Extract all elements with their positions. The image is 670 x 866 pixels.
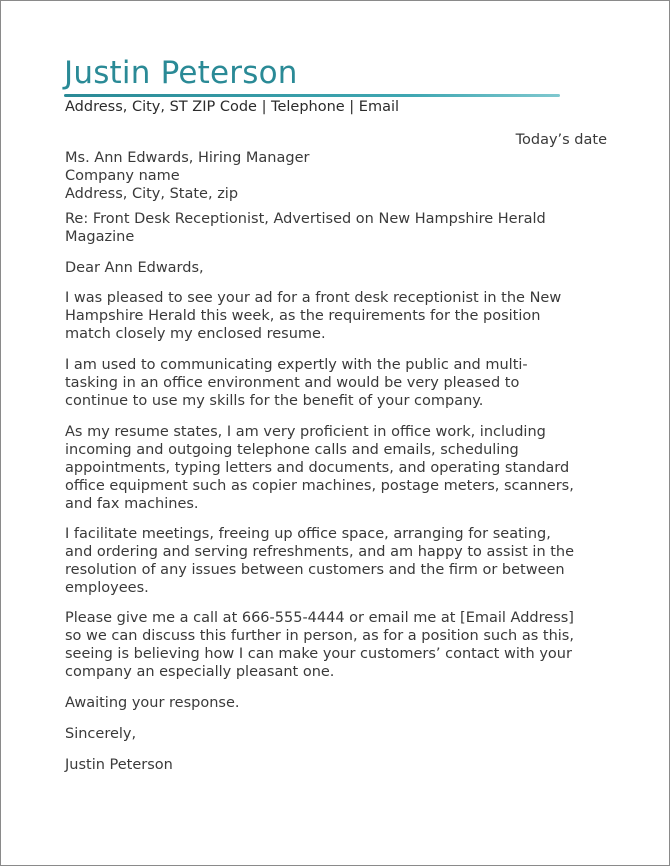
subject-line-1: Re: Front Desk Receptionist, Advertised on New Hampshire Herald xyxy=(65,211,546,227)
paragraph-line: resolution of any issues between customers and the firm or between xyxy=(65,562,565,578)
sender-name: Justin Peterson xyxy=(64,55,298,91)
paragraph-line: Please give me a call at 666-555-4444 or email me at [Email Address] xyxy=(65,610,574,626)
paragraph-line: employees. xyxy=(65,580,149,596)
body-paragraph-3 xyxy=(65,423,625,513)
body-paragraph-5 xyxy=(65,609,625,681)
paragraph-line: continue to use my skills for the benefit of your company. xyxy=(65,393,484,409)
paragraph-line: company an especially pleasant one. xyxy=(65,664,335,680)
subject-line xyxy=(65,210,625,246)
header-divider xyxy=(64,94,560,97)
sender-contact: Address, City, ST ZIP Code | Telephone | Email xyxy=(65,99,400,115)
sign-off xyxy=(65,725,625,743)
letter-date: Today’s date xyxy=(515,132,607,148)
salutation-text: Dear Ann Edwards, xyxy=(65,260,204,276)
body-paragraph-2 xyxy=(65,356,625,410)
recipient-address: Address, City, State, zip xyxy=(65,186,239,202)
paragraph-line: tasking in an office environment and would be very pleased to xyxy=(65,375,520,391)
closing-line xyxy=(65,694,625,712)
paragraph-line: As my resume states, I am very proficient in office work, including xyxy=(65,424,546,440)
paragraph-line: office equipment such as copier machines, postage meters, scanners, xyxy=(65,478,574,494)
paragraph-line: seeing is believing how I can make your customers’ contact with your xyxy=(65,646,572,662)
paragraph-line: I am used to communicating expertly with the public and multi- xyxy=(65,357,528,373)
paragraph-line: and ordering and serving refreshments, and am happy to assist in the xyxy=(65,544,575,560)
paragraph-line: appointments, typing letters and documents, and operating standard xyxy=(65,460,570,476)
paragraph-line: so we can discuss this further in person, as for a position such as this, xyxy=(65,628,574,644)
salutation xyxy=(65,259,625,277)
body-paragraph-1 xyxy=(65,289,625,343)
paragraph-line: I was pleased to see your ad for a front desk receptionist in the New xyxy=(65,290,562,306)
paragraph-line: match closely my enclosed resume. xyxy=(65,326,326,342)
sign-off-text: Sincerely, xyxy=(65,726,137,742)
paragraph-line: and fax machines. xyxy=(65,496,199,512)
signature xyxy=(65,756,625,774)
paragraph-line: Hampshire Herald this week, as the requirements for the position xyxy=(65,308,541,324)
recipient-company: Company name xyxy=(65,168,180,184)
subject-line-2: Magazine xyxy=(65,229,135,245)
recipient-name-title: Ms. Ann Edwards, Hiring Manager xyxy=(65,150,310,166)
closing-line-text: Awaiting your response. xyxy=(65,695,240,711)
paragraph-line: I facilitate meetings, freeing up office space, arranging for seating, xyxy=(65,526,551,542)
paragraph-line: incoming and outgoing telephone calls and emails, scheduling xyxy=(65,442,519,458)
recipient-block xyxy=(65,149,625,203)
signature-name: Justin Peterson xyxy=(65,757,173,773)
body-paragraph-4 xyxy=(65,525,625,597)
